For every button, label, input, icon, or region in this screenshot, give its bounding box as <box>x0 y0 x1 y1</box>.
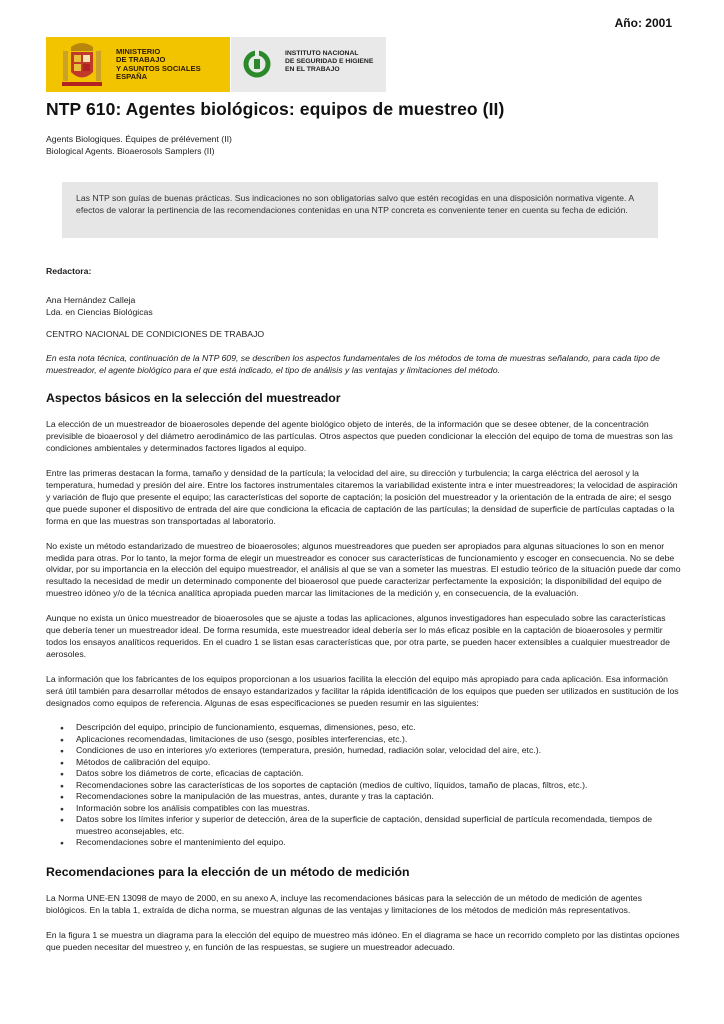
organization-name: CENTRO NACIONAL DE CONDICIONES DE TRABAJO <box>46 328 265 339</box>
ministry-logo <box>46 37 230 92</box>
list-item: ● Descripción del equipo, principio de funcionamiento, esquemas, dimensiones, peso, etc. <box>72 722 682 734</box>
institute-logo <box>231 37 386 92</box>
ministry-logo-text: MINISTERIO DE TRABAJO Y ASUNTOS SOCIALES ESPAÑA <box>116 47 201 82</box>
paragraph: La elección de un muestreador de bioaerosoles depende del agente biológico objeto de interés, de la información que se desee obtener, de la concentración previsible de bioaerosol y del diámetro aerodinámico de las partículas. Otros aspectos que pueden condicionar la elección del equipo de toma de muestras son las condiciones ambientales y determinados factores ligados al equipo. <box>46 419 673 454</box>
document-year: Año: 2001 <box>614 16 672 30</box>
title-english: Biological Agents. Bioaerosols Samplers (II) <box>46 146 215 156</box>
paragraph: La Norma UNE-EN 13098 de mayo de 2000, en su anexo A, incluye las recomendaciones básicas para la selección de un método de medición de agentes biológicos. En la tabla 1, extraída de dicha norma, se muestran algunas de las ventajas y limitaciones de los métodos de medición más representativos. <box>46 892 642 915</box>
author-name: Ana Hernández Calleja <box>46 294 136 305</box>
paragraph: Entre las primeras destacan la forma, tamaño y densidad de la partícula; la velocidad del aire, su dirección y turbulencia; la carga eléctrica del aerosol y la temperatura, humedad y presión del aire. Entre los factores instrumentales citaremos la variabilidad existente intra e inter muestreadores; la velocidad de aspiración y variación de flujo que presente el equipo; las características del soporte de captación; la posición del muestreador y la orientación de la entrada de aire; el sesgo que puede suponer el dispositivo de entrada del aire que condiciona la eficacia de captación de las partículas; la densidad de superficie de partículas captadas o la forma en que las muestras son transportadas al laboratorio. <box>46 468 678 526</box>
list-item: ● Métodos de calibración del equipo. <box>72 757 682 769</box>
paragraph: No existe un método estandarizado de muestreo de bioaerosoles; algunos muestreadores que pueden ser apropiados para algunas situaciones lo son en menor medida para otras. Por lo tanto, la mejor forma de elegir un muestreador es conocer sus características de funcionamiento y escoger en consecuencia. No se debe olvidar, por su importancia en la elección del equipo muestreador, el análisis al que se van a someter las muestras. El estudio teórico de la situación puede dar como resultado la necesidad de medir un determinado componente del bioaerosol que puede caracterizar perfectamente la exposición; la disponibilidad del equipo de muestreo idóneo y/o de la técnica analítica apropiada pueden marcar las limitaciones de la medición y, en consecuencia, de la evaluación. <box>46 540 681 599</box>
list-item: ● Aplicaciones recomendadas, limitaciones de uso (sesgo, posibles interferencias, etc.). <box>72 734 682 746</box>
translated-titles <box>46 133 232 157</box>
paragraph: Aunque no exista un único muestreador de bioaerosoles que se ajuste a todas las aplicaciones, algunos investigadores han especulado sobre las características que debería tener un muestreador ideal. De forma resumida, este muestreador ideal debería ser lo más eficaz posible en la captación de bioaerosoles y permitir todos los ensayos analíticos requeridos. En el cuadro 1 se listan esas características que, por otra parte, se pueden hacer extensibles a cualquier muestreador de aerosoles. <box>46 613 670 659</box>
document-body <box>46 266 682 954</box>
institute-logo-text: INSTITUTO NACIONAL DE SEGURIDAD E HIGIENE EN EL TRABAJO <box>285 50 374 74</box>
list-item: ● Recomendaciones sobre la manipulación de las muestras, antes, durante y tras la captación. <box>72 791 682 803</box>
list-item: ● Recomendaciones sobre el mantenimiento del equipo. <box>72 837 682 849</box>
list-item: ● Datos sobre los diámetros de corte, eficacias de captación. <box>72 768 682 780</box>
paragraph: En la figura 1 se muestra un diagrama para la elección del equipo de muestreo más idóneo. En el diagrama se hace un recorrido completo por las distintas opciones que pueden necesitar del muestreo y, en función de las respuestas, se sugiere un muestreador adecuado. <box>46 929 680 952</box>
author-degree: Lda. en Ciencias Biológicas <box>46 306 153 317</box>
disclaimer-text: Las NTP son guías de buenas prácticas. Sus indicaciones no son obligatorias salvo que estén recogidas en una disposición normativa vigente. A efectos de valorar la pertinencia de las recomendaciones contenidas en una NTP concreta es conveniente tener en cuenta su fecha de edición. <box>76 193 634 216</box>
section-heading-basics: Aspectos básicos en la selección del muestreador <box>46 391 341 406</box>
list-item: ● Datos sobre los límites inferior y superior de detección, área de la superficie de captación, densidad superficial de partícula recomendada, tiempos de muestreo aconsejables, etc. <box>72 814 682 837</box>
disclaimer-box <box>62 182 658 238</box>
list-item: ● Información sobre los análisis compatibles con las muestras. <box>72 803 682 815</box>
abstract: En esta nota técnica, continuación de la NTP 609, se describen los aspectos fundamentales de los métodos de toma de muestras señalando, para cada tipo de muestreador, el agente biológico para el que está indicado, el tipo de análisis y las ventajas y limitaciones del método. <box>46 352 660 375</box>
section-heading-recommendations: Recomendaciones para la elección de un método de medición <box>46 864 410 879</box>
document-title: NTP 610: Agentes biológicos: equipos de muestreo (II) <box>46 99 505 119</box>
list-item: ● Condiciones de uso en interiores y/o exteriores (temperatura, presión, humedad, radiación solar, velocidad del aire, etc.). <box>72 745 682 757</box>
paragraph: La información que los fabricantes de los equipos proporcionan a los usuarios facilita la elección del equipo más apropiado para cada aplicación. Esa información será útil también para desarrollar métodos de ensayo estandarizados y facilitar la rápida identificación de los equipos que pueden ser utilizados en sustitución de los designados como equipos de referencia. Algunas de esas especificaciones se pueden resumir en las siguientes: <box>46 673 679 708</box>
title-french: Agents Biologiques. Équipes de prélévement (II) <box>46 134 232 144</box>
list-item: ● Recomendaciones sobre las características de los soportes de captación (medios de cultivo, líquidos, tamaño de placas, filtros, etc.). <box>72 780 682 792</box>
institute-mark-icon <box>243 50 271 78</box>
author-label: Redactora: <box>46 266 92 276</box>
specifications-list <box>46 722 682 849</box>
coat-of-arms-icon <box>62 41 102 88</box>
